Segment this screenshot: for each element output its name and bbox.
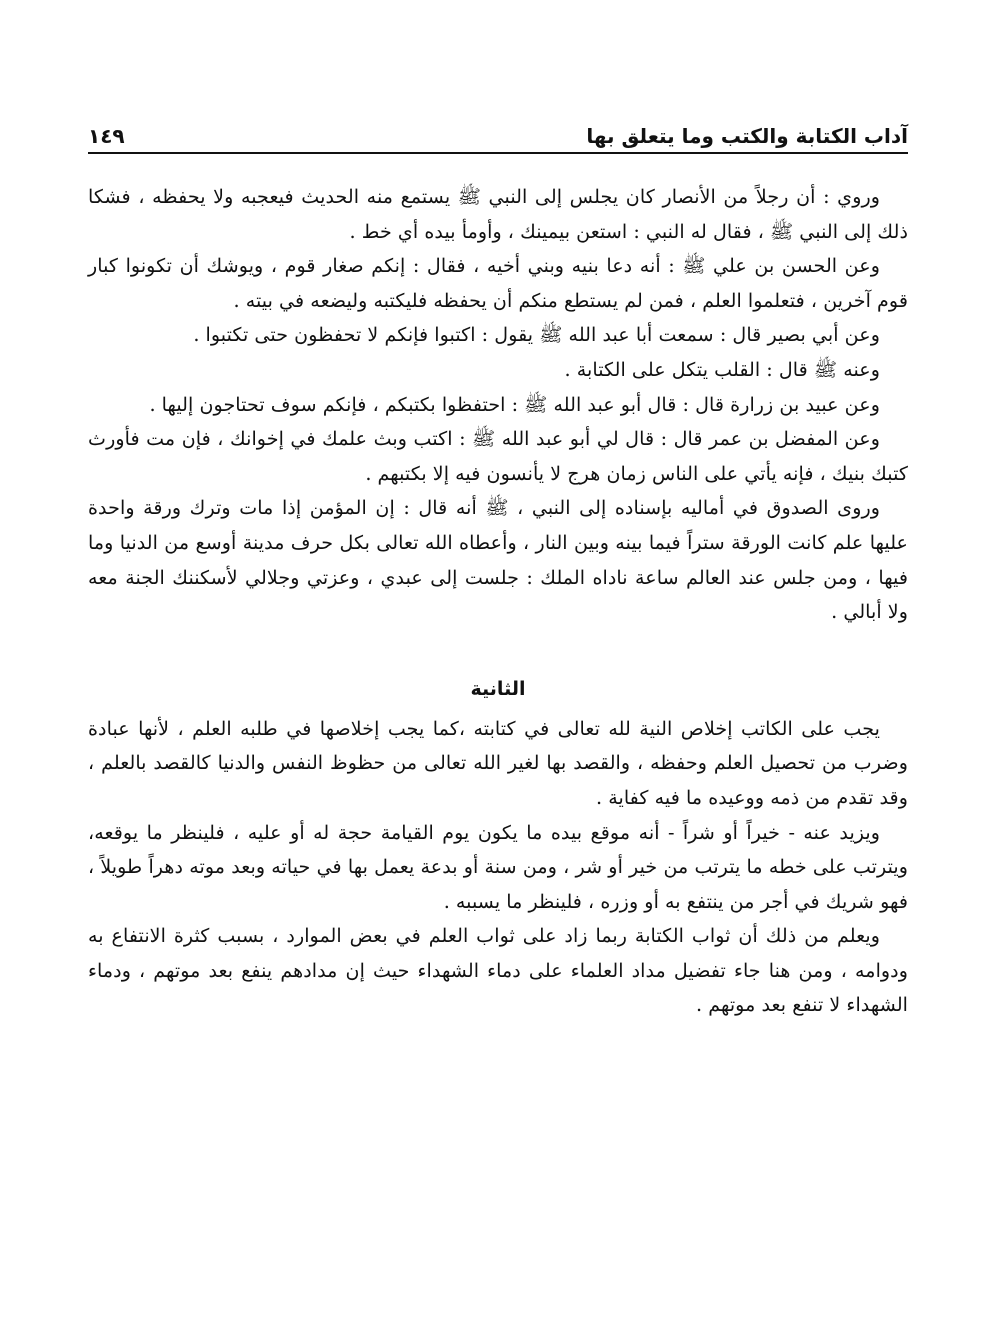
paragraph: ويعلم من ذلك أن ثواب الكتابة ربما زاد على ثواب العلم في بعض الموارد ، بسبب كثرة الانتفاع به ودوامه ، ومن هنا جاء تفضيل مداد العلماء على دماء الشهداء حيث إن مدادهم ينفع بعد موتهم ، ودماء الشهداء لا تنفع بعد موتهم .: [88, 924, 908, 1017]
paragraph: وروي : أن رجلاً من الأنصار كان يجلس إلى النبي ﷺ يستمع منه الحديث فيعجبه ولا يحفظه ، فشكا ذلك إلى النبي ﷺ ، فقال له النبي : استعن بيمينك ، وأومأ بيده أي خط .: [88, 185, 908, 243]
running-title: آداب الكتابة والكتب وما يتعلق بها: [586, 124, 908, 148]
paragraph: وعن أبي بصير قال : سمعت أبا عبد الله ﷺ يقول : اكتبوا فإنكم لا تحفظون حتى تكتبوا .: [193, 323, 880, 347]
paragraph: وعنه ﷺ قال : القلب يتكل على الكتابة .: [564, 357, 880, 381]
page-body: [88, 180, 908, 1023]
section-heading: الثانية: [470, 677, 526, 700]
paragraph: وعن المفضل بن عمر قال : قال لي أبو عبد الله ﷺ : اكتب وبث علمك في إخوانك ، فإن مت فأورث كتبك بنيك ، فإنه يأتي على الناس زمان هرج لا يأنسون فيه إلا بكتبهم .: [88, 427, 908, 485]
page-number: ١٤٩: [88, 124, 125, 148]
running-head: [88, 108, 908, 154]
paragraph: وروى الصدوق في أماليه بإسناده إلى النبي ، ﷺ أنه قال : إن المؤمن إذا مات وترك ورقة واحدة عليها علم كانت الورقة ستراً فيما بينه وبين النار ، وأعطاه الله تعالى بكل حرف مدينة أوسع من الدنيا وما فيها ، ومن جلس عند العالم ساعة ناداه الملك : جلست إلى عبدي ، وعزتي وجلالي لأسكننك الجنة معه ولا أبالي .: [88, 496, 908, 624]
paragraph: وعن عبيد بن زرارة قال : قال أبو عبد الله ﷺ : احتفظوا بكتبكم ، فإنكم سوف تحتاجون إليها .: [149, 392, 880, 416]
book-page: [88, 108, 908, 1023]
paragraph: ويزيد عنه - خيراً أو شراً - أنه موقع بيده ما يكون يوم القيامة حجة له أو عليه ، فلينظر ما يوقعه، ويترتب على خطه ما يترتب من خير أو شر ، ومن سنة أو بدعة يعمل بها في حياته وبعد موته دهراً طويلاً ، فهو شريك في أجر من ينتفع به أو وزره ، فلينظر ما يسببه .: [88, 820, 908, 913]
paragraph: يجب على الكاتب إخلاص النية لله تعالى في كتابته ،كما يجب إخلاصها في طلبه العلم ، لأنها عبادة وضرب من تحصيل العلم وحفظه ، والقصد بها لغير الله تعالى من حظوظ النفس والدنيا كالقصد بالعلم ، وقد تقدم من ذمه ووعيده ما فيه كفاية .: [88, 716, 908, 809]
paragraph: وعن الحسن بن علي ﷺ : أنه دعا بنيه وبني أخيه ، فقال : إنكم صغار قوم ، ويوشك أن تكونوا كبار قوم آخرين ، فتعلموا العلم ، فمن لم يستطع منكم أن يحفظه فليكتبه وليضعه في بيته .: [88, 254, 908, 312]
